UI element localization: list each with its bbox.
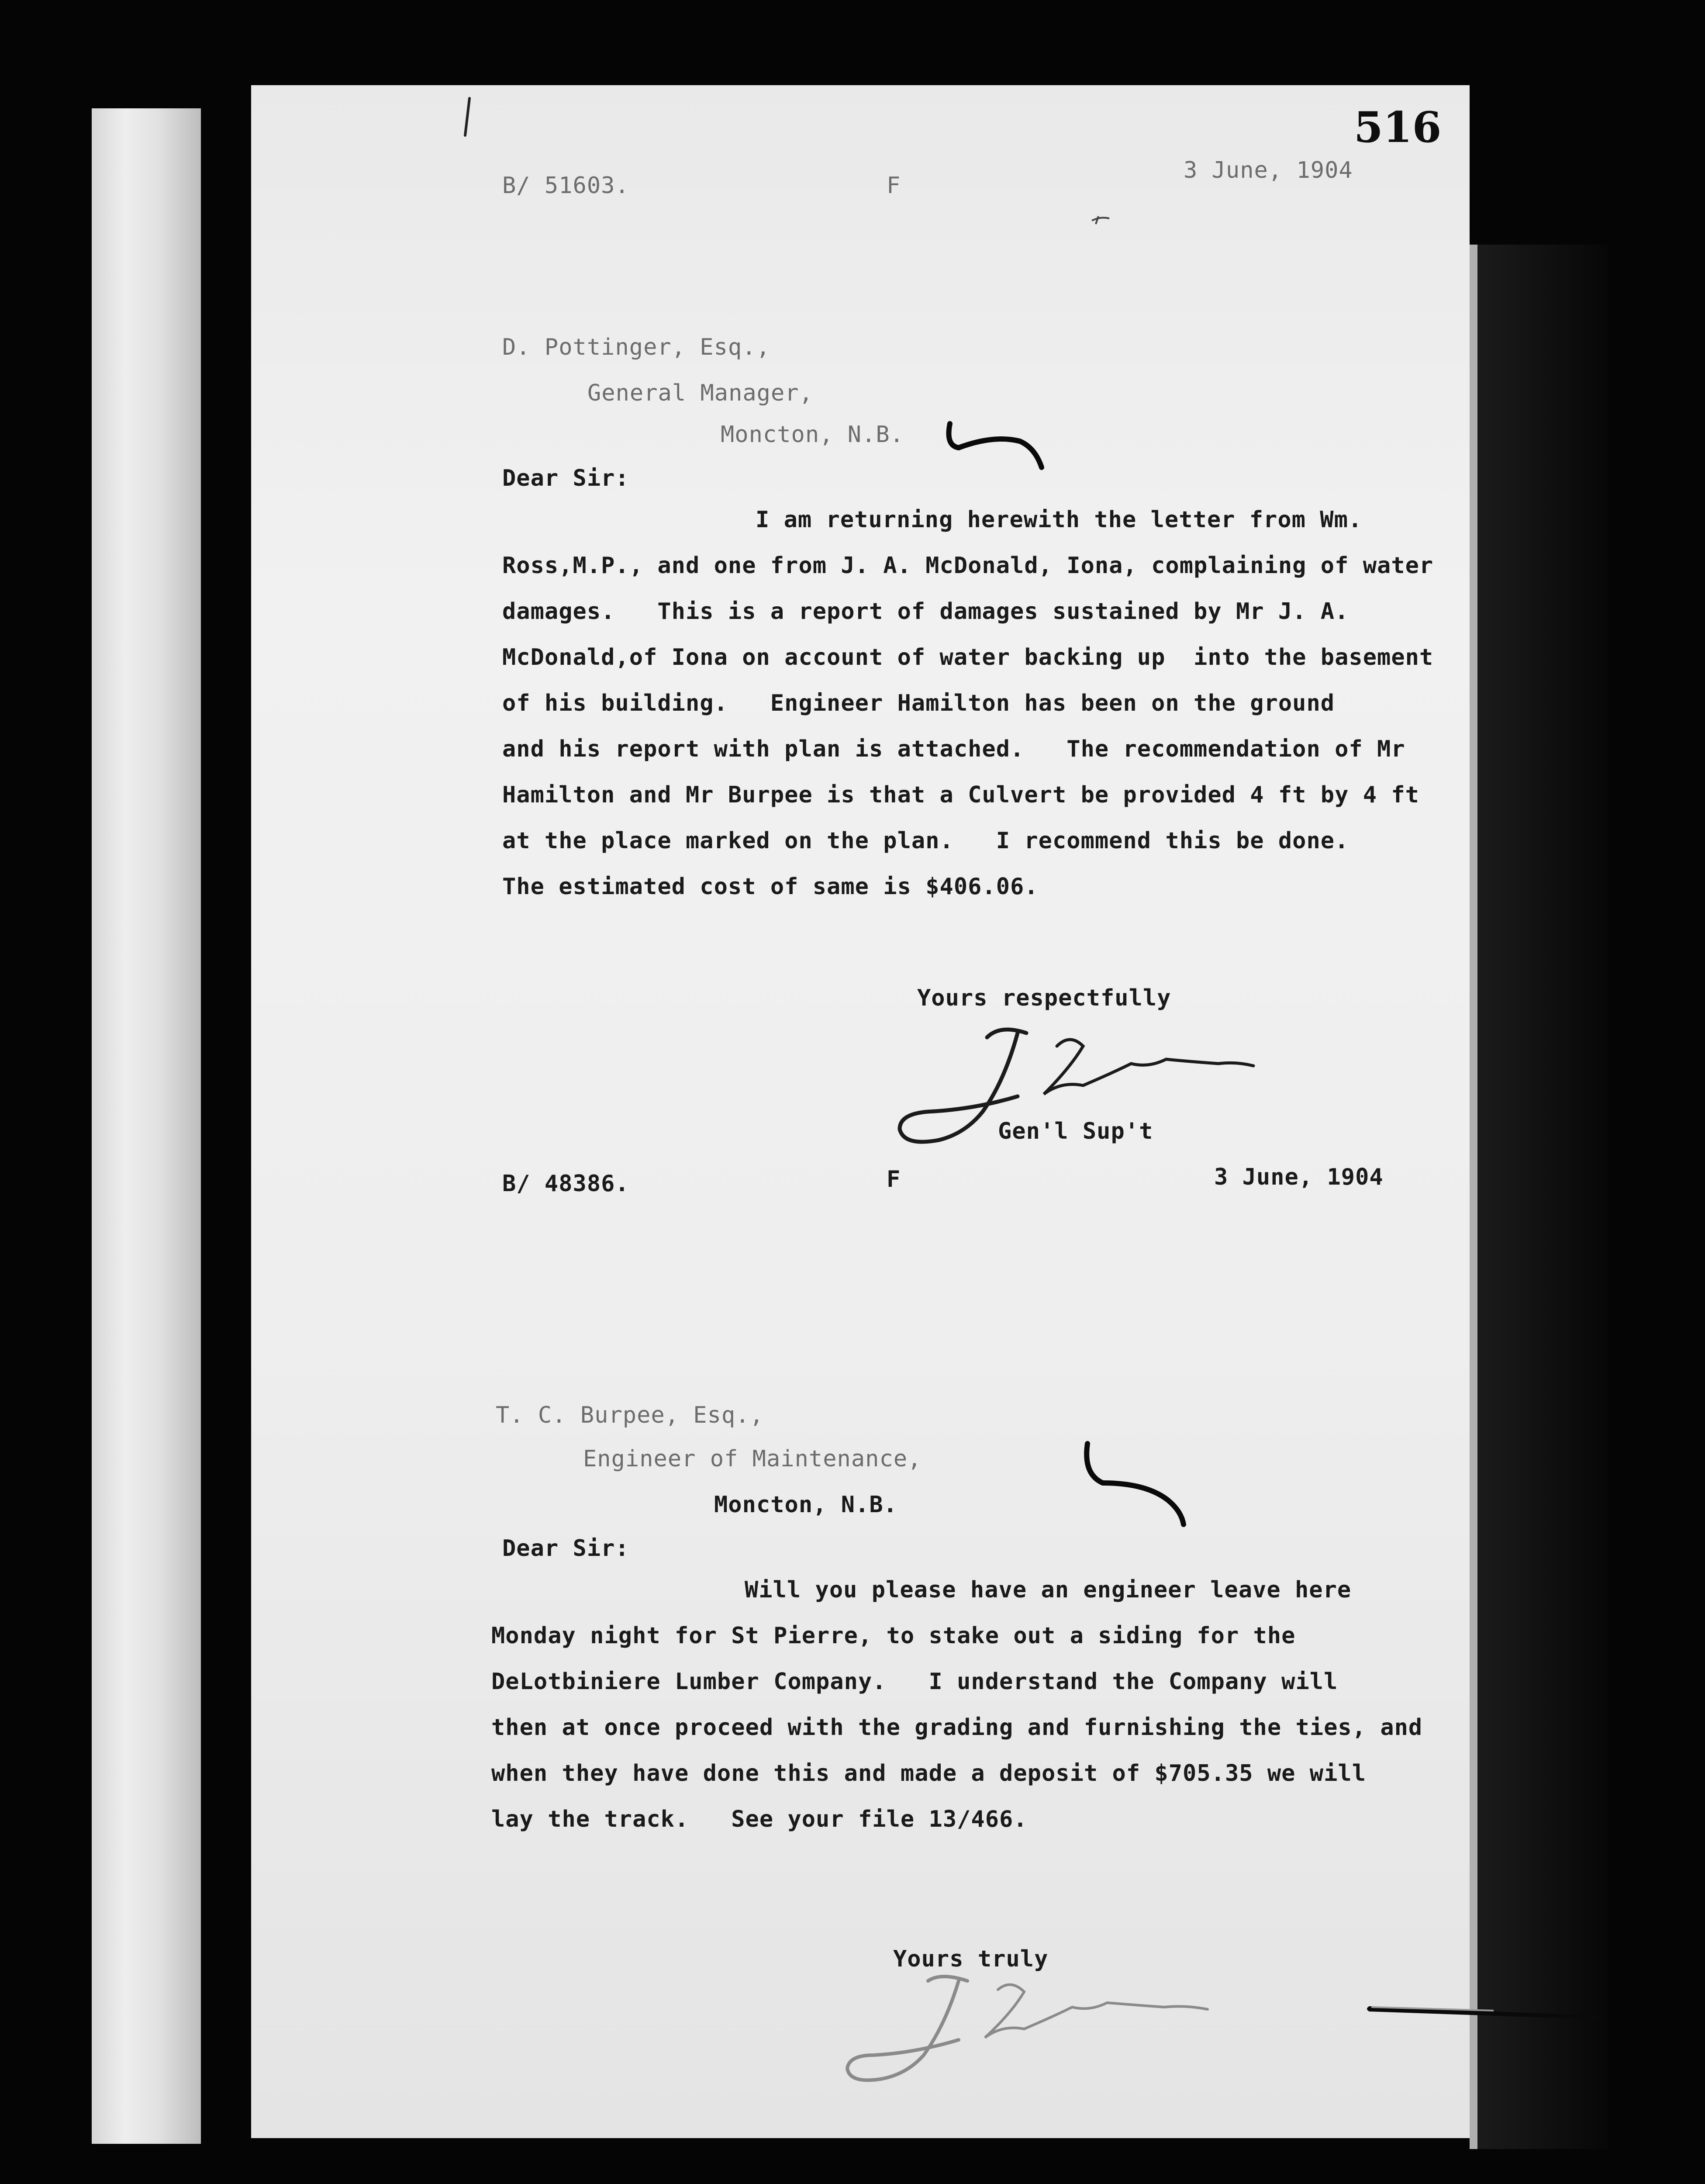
letter2-body-line: DeLotbiniere Lumber Company. I understand the Company will bbox=[491, 1669, 1338, 1695]
letter2-addressee-city: Moncton, N.B. bbox=[714, 1492, 897, 1518]
letter2-body-line: then at once proceed with the grading and furnishing the ties, and bbox=[491, 1714, 1423, 1741]
letter2-body-line: lay the track. See your file 13/466. bbox=[491, 1806, 1028, 1832]
letter1-body-line: I am returning herewith the letter from Wm. bbox=[756, 507, 1363, 533]
letter1-addressee-city: Moncton, N.B. bbox=[721, 422, 904, 448]
letter2-salutation: Dear Sir: bbox=[502, 1535, 629, 1562]
page-number: 516 bbox=[1354, 103, 1442, 152]
letter1-body-line: of his building. Engineer Hamilton has been on the ground bbox=[502, 690, 1335, 716]
letter2-body-line: Monday night for St Pierre, to stake out a siding for the bbox=[491, 1623, 1296, 1649]
letter1-body-line: damages. This is a report of damages sustained by Mr J. A. bbox=[502, 598, 1349, 625]
letter1-signer-title: Gen'l Sup't bbox=[998, 1118, 1153, 1144]
binder-strip bbox=[92, 108, 201, 2144]
letter1-body-line: and his report with plan is attached. The recommendation of Mr bbox=[502, 736, 1405, 762]
letter2-mark: F bbox=[887, 1166, 901, 1192]
letter2-reference: B/ 48386. bbox=[502, 1171, 629, 1197]
letter1-salutation: Dear Sir: bbox=[502, 465, 629, 491]
check-mark bbox=[1077, 1435, 1208, 1531]
letter2-body-line: Will you please have an engineer leave here bbox=[745, 1577, 1352, 1603]
letter2-body-line: when they have done this and made a deposit of $705.35 we will bbox=[491, 1760, 1367, 1787]
pen bbox=[1363, 1998, 1607, 2025]
letterbook-page bbox=[251, 85, 1470, 2138]
page-shadow bbox=[1477, 245, 1608, 2149]
letter1-body-line: Ross,M.P., and one from J. A. McDonald, Iona, complaining of water bbox=[502, 553, 1434, 579]
letter1-mark: F bbox=[887, 173, 901, 199]
letter2-addressee-title: Engineer of Maintenance, bbox=[583, 1446, 922, 1472]
letter1-body-line: The estimated cost of same is $406.06. bbox=[502, 874, 1039, 900]
letter2-date: 3 June, 1904 bbox=[1214, 1164, 1384, 1190]
letter1-addressee-title: General Manager, bbox=[587, 380, 813, 406]
letter1-body-line: at the place marked on the plan. I recommend this be done. bbox=[502, 828, 1349, 854]
letter2-addressee-name: T. C. Burpee, Esq., bbox=[496, 1402, 764, 1428]
letter1-closing: Yours respectfully bbox=[917, 985, 1171, 1011]
letter1-reference: B/ 51603. bbox=[502, 173, 629, 199]
signature bbox=[828, 1968, 1229, 2108]
check-mark bbox=[941, 415, 1055, 485]
letter2-closing: Yours truly bbox=[893, 1946, 1049, 1972]
letter1-addressee-name: D. Pottinger, Esq., bbox=[502, 334, 770, 360]
page-edge bbox=[1470, 245, 1477, 2149]
letter1-date: 3 June, 1904 bbox=[1184, 157, 1353, 183]
letter1-body-line: McDonald,of Iona on account of water backing up into the basement bbox=[502, 644, 1434, 670]
letter1-body-line: Hamilton and Mr Burpee is that a Culvert be provided 4 ft by 4 ft bbox=[502, 782, 1419, 808]
